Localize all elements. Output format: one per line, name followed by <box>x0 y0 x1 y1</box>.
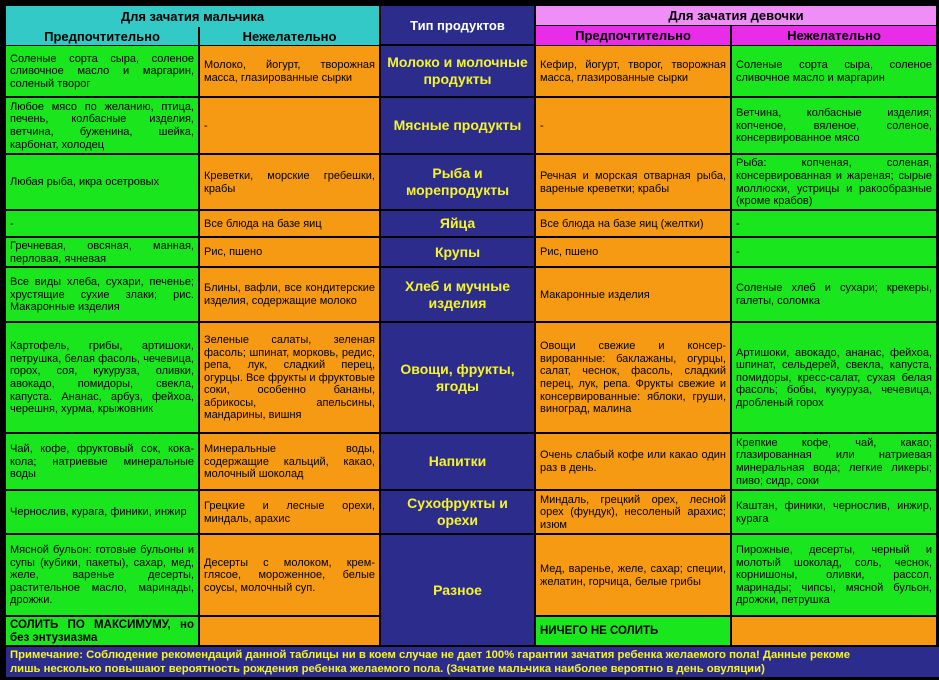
row-misc-girl-preferred: Мед, варенье, желе, сахар; специи, желатин, горчица, белые грибы <box>536 535 730 615</box>
salt-girl-empty <box>732 617 936 645</box>
row-grains-boy-preferred: Гречневая, овсяная, манная, перловая, ячневая <box>6 238 198 266</box>
row-eggs-category: Яйца <box>381 211 534 236</box>
row-drinks-girl-preferred: Очень слабый кофе или какао один раз в день. <box>536 434 730 489</box>
footnote-line-2: лишь несколько повышают вероятность рождения ребенка желаемого пола. (Зачатие мальчика наиболее вероятно в день овуляции) <box>10 663 765 675</box>
row-vegetables-boy-undesirable: Зеленые салаты, зеленая фасоль; шпинат, морковь, редис, репа, лук, сладкий перец, огурцы. Все фрукты и фруктовые соки, особенно бананы, абрикосы, апельсины, мандарины, вишня <box>200 323 379 432</box>
product-type-header: Тип продуктов <box>381 6 534 44</box>
row-grains-boy-undesirable: Рис, пшено <box>200 238 379 266</box>
girl-undesirable-header: Нежелательно <box>732 26 936 45</box>
girl-preferred-header: Предпочтительно <box>536 26 730 45</box>
salt-girl: НИЧЕГО НЕ СОЛИТЬ <box>536 617 730 645</box>
row-misc-boy-preferred: Мясной бульон: готовые бульоны и супы (кубики, пакеты), сахар, мед, желе, варенье десерты, растительное масло, маринады, дрожжи. <box>6 535 198 615</box>
row-fish-girl-undesirable: Рыба: копченая, соленая, консервированная и жареная; сырые моллюски, устрицы и ракообразные (кроме крабов) <box>732 155 936 209</box>
row-grains-girl-preferred: Рис, пшено <box>536 238 730 266</box>
row-milk-boy-undesirable: Молоко, йогурт, творожная масса, глазированные сырки <box>200 46 379 96</box>
row-driedfruit-boy-preferred: Чернослив, курага, финики, инжир <box>6 491 198 533</box>
row-vegetables-girl-undesirable: Артишоки, авокадо, ананас, фейхоа, шпинат, сельдерей, свекла, капуста, помидоры, кресс-салат, сухая белая фасоль; бобы, кукуруза, чечевица, дробленый горох <box>732 323 936 432</box>
row-misc-girl-undesirable: Пирожные, десерты, черный и молотый шоколад, соль, чеснок, корнишоны, оливки, рассол, маринады; чипсы, мясной бульон, дрожжи, петрушка <box>732 535 936 615</box>
row-driedfruit-girl-preferred: Миндаль, грецкий орех, лесной орех (фундук), несоленый арахис; изюм <box>536 491 730 533</box>
row-meat-category: Мясные продукты <box>381 98 534 153</box>
row-fish-girl-preferred: Речная и морская отварная рыба, вареные креветки; крабы <box>536 155 730 209</box>
row-drinks-boy-undesirable: Минеральные воды, содержащие кальций, какао, молочный шоколад <box>200 434 379 489</box>
row-bread-girl-preferred: Макаронные изделия <box>536 268 730 321</box>
row-milk-category: Молоко и молочные продукты <box>381 46 534 96</box>
row-bread-girl-undesirable: Соленые хлеб и сухари; крекеры, галеты, соломка <box>732 268 936 321</box>
row-driedfruit-boy-undesirable: Грецкие и лесные орехи, миндаль, арахис <box>200 491 379 533</box>
row-milk-boy-preferred: Соленые сорта сыра, соленое сливочное масло и маргарин, соленый творог <box>6 46 198 96</box>
footnote-line-1: Примечание: Соблюдение рекомендаций данной таблицы ни в коем случае не дает 100% гарантии зачатия ребенка желаемого пола! Данные рекоме <box>10 649 851 661</box>
row-bread-boy-undesirable: Блины, вафли, все кондитерские изделия, содержащие молоко <box>200 268 379 321</box>
boy-preferred-header: Предпочтительно <box>6 27 198 45</box>
row-milk-girl-preferred: Кефир, йогурт, творог, творожная масса, глазированные сырки <box>536 46 730 96</box>
row-bread-category: Хлеб и мучные изделия <box>381 268 534 321</box>
boy-undesirable-header: Нежелательно <box>200 27 379 45</box>
row-fish-boy-undesirable: Креветки, морские гребешки, крабы <box>200 155 379 209</box>
row-meat-boy-undesirable: - <box>200 98 379 153</box>
row-fish-category: Рыба и морепродукты <box>381 155 534 209</box>
row-meat-boy-preferred: Любое мясо по желанию, птица, печень, колбасные изделия, ветчина, буженина, шейка, карбонат, холодец <box>6 98 198 153</box>
salt-boy: СОЛИТЬ ПО МАКСИМУМУ, но без энтузиазма <box>6 617 198 645</box>
row-driedfruit-girl-undesirable: Каштан, финики, чернослив, инжир, курага <box>732 491 936 533</box>
row-fish-boy-preferred: Любая рыба, икра осетровых <box>6 155 198 209</box>
footnote <box>6 647 939 677</box>
row-meat-girl-undesirable: Ветчина, колбасные изделия; копченое, вяленое, соленое, консервированное мясо <box>732 98 936 153</box>
row-driedfruit-category: Сухофрукты и орехи <box>381 491 534 533</box>
row-vegetables-girl-preferred: Овощи свежие и консер-вированные: баклажаны, огурцы, салат, чеснок, фасоль, сладкий перец, лук, репа. Фрукты свежие и консервированные: яблоки, груши, виноград, малина <box>536 323 730 432</box>
row-misc-category: Разное <box>381 535 534 645</box>
row-meat-girl-preferred: - <box>536 98 730 153</box>
row-milk-girl-undesirable: Соленые сорта сыра, соленое сливочное масло и маргарин <box>732 46 936 96</box>
girl-header: Для зачатия девочки <box>536 6 936 25</box>
row-bread-boy-preferred: Все виды хлеба, сухари, печенье; хрустящие сухие злаки; рис. Макаронные изделия <box>6 268 198 321</box>
row-eggs-girl-preferred: Все блюда на базе яиц (желтки) <box>536 211 730 236</box>
row-eggs-girl-undesirable: - <box>732 211 936 236</box>
row-drinks-category: Напитки <box>381 434 534 489</box>
row-vegetables-boy-preferred: Картофель, грибы, артишоки, петрушка, белая фасоль, чечевица, горох, соя, кукуруза, оливки, авокадо, помидоры, свекла, капуста. Ананас, арбуз, фейхоа, черешня, хурма, крыжовник <box>6 323 198 432</box>
row-vegetables-category: Овощи, фрукты, ягоды <box>381 323 534 432</box>
row-drinks-girl-undesirable: Крепкие кофе, чай, какао; глазированная или натриевая минеральная вода; легкие ликеры; пиво; сидр, соки <box>732 434 936 489</box>
row-drinks-boy-preferred: Чай, кофе, фруктовый сок, кока-кола; натриевые минеральные воды <box>6 434 198 489</box>
row-eggs-boy-undesirable: Все блюда на базе яиц <box>200 211 379 236</box>
row-misc-boy-undesirable: Десерты с молоком, крем-глясое, мороженное, белые соусы, молочный суп. <box>200 535 379 615</box>
salt-boy-empty <box>200 617 379 645</box>
row-grains-girl-undesirable: - <box>732 238 936 266</box>
row-eggs-boy-preferred: - <box>6 211 198 236</box>
row-grains-category: Крупы <box>381 238 534 266</box>
boy-header: Для зачатия мальчика <box>6 6 379 27</box>
